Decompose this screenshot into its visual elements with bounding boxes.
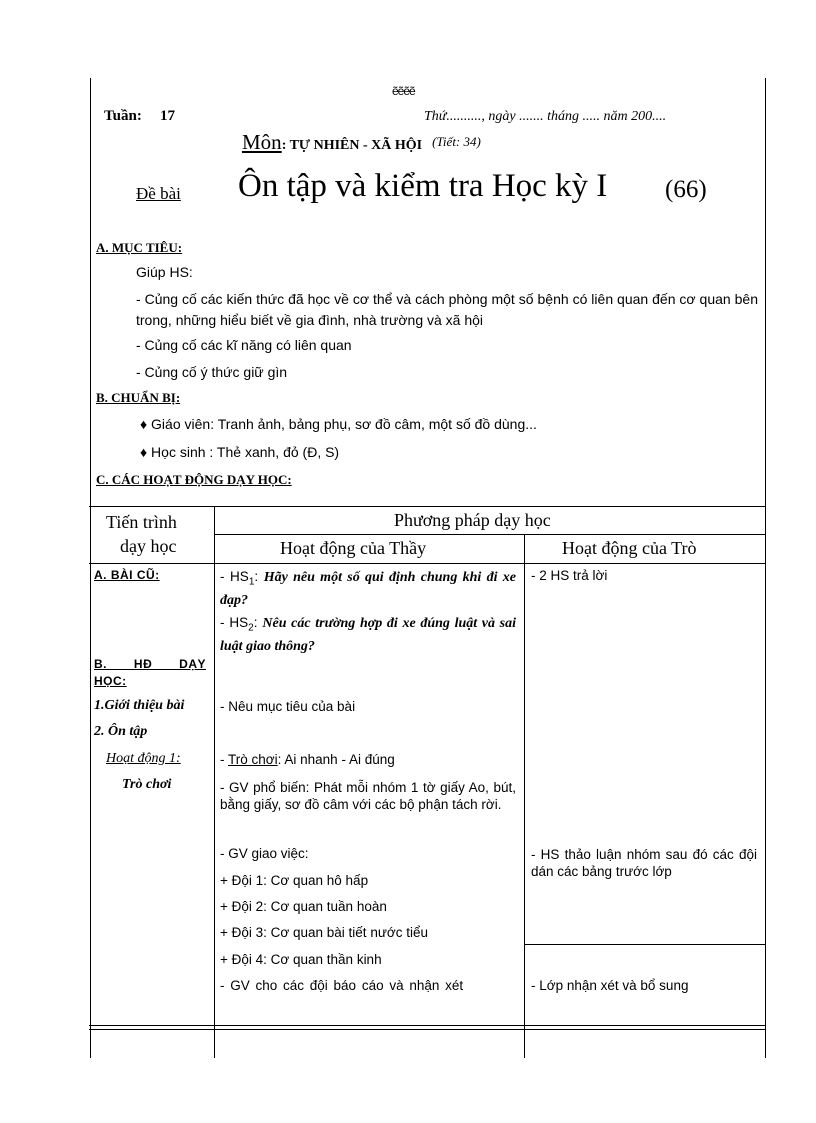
teacher-team-4: + Đội 4: Cơ quan thần kinh (220, 952, 382, 967)
teacher-team-2: + Đội 2: Cơ quan tuần hoàn (220, 899, 387, 914)
section-a-intro: Giúp HS: (136, 264, 193, 280)
diamond-bullet-icon: ♦ (140, 444, 148, 460)
week-number: 17 (160, 108, 175, 124)
teacher-gv-explain: - GV phổ biến: Phát mỗi nhóm 1 tờ giấy Ao, bút, bằng giấy, sơ đồ câm với các bộ phận tách rời. (220, 780, 516, 812)
left-review: 2. Ôn tập (94, 724, 148, 739)
page-right-border (765, 78, 766, 506)
teacher-gv-assign: - GV giao việc: (220, 846, 309, 861)
teacher-team-1: + Đội 1: Cơ quan hô hấp (220, 873, 369, 888)
section-a-item-1: - Củng cố các kiến thức đã học về cơ thể và cách phòng một số bệnh có liên quan đến cơ quan bên trong, những hiểu biết về gia đình, nhà trường và xã hội (136, 291, 758, 328)
game-prefix: - (220, 752, 229, 767)
lesson-title: Ôn tập và kiểm tra Học kỳ I (238, 168, 608, 204)
ornament: ẽẽẽẽ (392, 84, 415, 98)
teacher-gv-report: - GV cho các đội báo cáo và nhận xét (220, 978, 464, 993)
header-bottom-line (89, 563, 766, 564)
table-bottom-line-2 (89, 1029, 766, 1030)
hs2-question-text: Nêu các trường hợp đi xe đúng luật và sai luật giao thông? (220, 616, 517, 654)
student-answer: - 2 HS trả lời (531, 568, 608, 583)
hs1-subscript: 1 (248, 576, 255, 588)
table-top-border (89, 506, 766, 507)
col1-header-line2: dạy học (120, 536, 177, 556)
section-a-item-2: - Củng cố các kĩ năng có liên quan (136, 337, 352, 353)
table-left-border (90, 506, 91, 1058)
period: (Tiết: 34) (432, 134, 481, 149)
left-activity-1: Hoạt động 1: (106, 751, 181, 766)
left-intro: 1.Giới thiệu bài (94, 698, 185, 713)
section-b-item-1-text: Giáo viên: Tranh ảnh, bảng phụ, sơ đồ câm, một số đồ dùng... (151, 416, 537, 432)
hs1-prefix: - HS (220, 569, 249, 584)
student-cell-divider (524, 944, 766, 945)
teacher-game (220, 752, 395, 767)
section-a-item-3: - Củng cố ý thức giữ gìn (136, 364, 288, 380)
teacher-hs2-question: - $HS_2$: Nêu các trường hợp đi xe đúng luật và sai luật giao thông? (220, 615, 517, 654)
diamond-bullet-icon: ♦ (140, 416, 148, 432)
section-b-heading: B. CHUẨN BỊ: (96, 390, 181, 405)
student-discussion: - HS thảo luận nhóm sau đó các đội dán các bảng trước lớp (531, 847, 757, 879)
topic-label: Đề bài (136, 184, 181, 203)
date-line: Thứ.........., ngày ....... tháng ..... năm 200.... (424, 109, 667, 124)
header-mid-line (214, 534, 766, 535)
hs1-question-text: Hãy nêu một số qui định chung khi đi xe đạp? (220, 570, 517, 608)
week-label: Tuần: (104, 108, 142, 124)
hs2-prefix: - HS (220, 615, 249, 630)
game-text: : Ai nhanh - Ai đúng (277, 752, 395, 767)
left-game: Trò chơi (122, 777, 172, 792)
teacher-goal: - Nêu mục tiêu của bài (220, 699, 356, 714)
page-left-border (90, 78, 91, 506)
col2-header: Hoạt động của Thầy (280, 538, 427, 558)
subject-name: : TỰ NHIÊN - XÃ HỘI (281, 138, 423, 153)
student-feedback: - Lớp nhận xét và bổ sung (531, 978, 689, 993)
col1-divider (214, 506, 215, 1058)
section-a-heading: A. MỤC TIÊU: (96, 240, 183, 255)
col3-header: Hoạt động của Trò (562, 538, 697, 558)
left-old-lesson: A. BÀI CŨ: (94, 568, 160, 582)
left-teaching-activity: B. HĐ DẠY HỌC: (94, 657, 206, 688)
subject-prefix: Môn (242, 130, 282, 154)
section-b-item-2-text: Học sinh : Thẻ xanh, đỏ (Đ, S) (151, 444, 340, 460)
table-bottom-line-1 (89, 1025, 766, 1026)
section-b-item-1 (140, 416, 537, 432)
col1-header-line1: Tiến trình (106, 512, 177, 532)
teacher-team-3: + Đội 3: Cơ quan bài tiết nước tiểu (220, 925, 428, 940)
table-right-border (765, 506, 766, 1058)
col23-header: Phương pháp dạy học (394, 510, 551, 530)
section-b-item-2 (140, 444, 339, 460)
col2-divider (524, 534, 525, 1058)
lesson-title-number: (66) (665, 176, 707, 203)
teacher-hs1-question: - $HS_1$: Hãy nêu một số qui định chung khi đi xe đạp? (220, 569, 517, 608)
hs2-subscript: 2 (248, 622, 254, 634)
game-label: Trò chơi (228, 752, 278, 767)
subject-line (242, 130, 481, 155)
section-c-heading: C. CÁC HOẠT ĐỘNG DẠY HỌC: (96, 472, 292, 487)
